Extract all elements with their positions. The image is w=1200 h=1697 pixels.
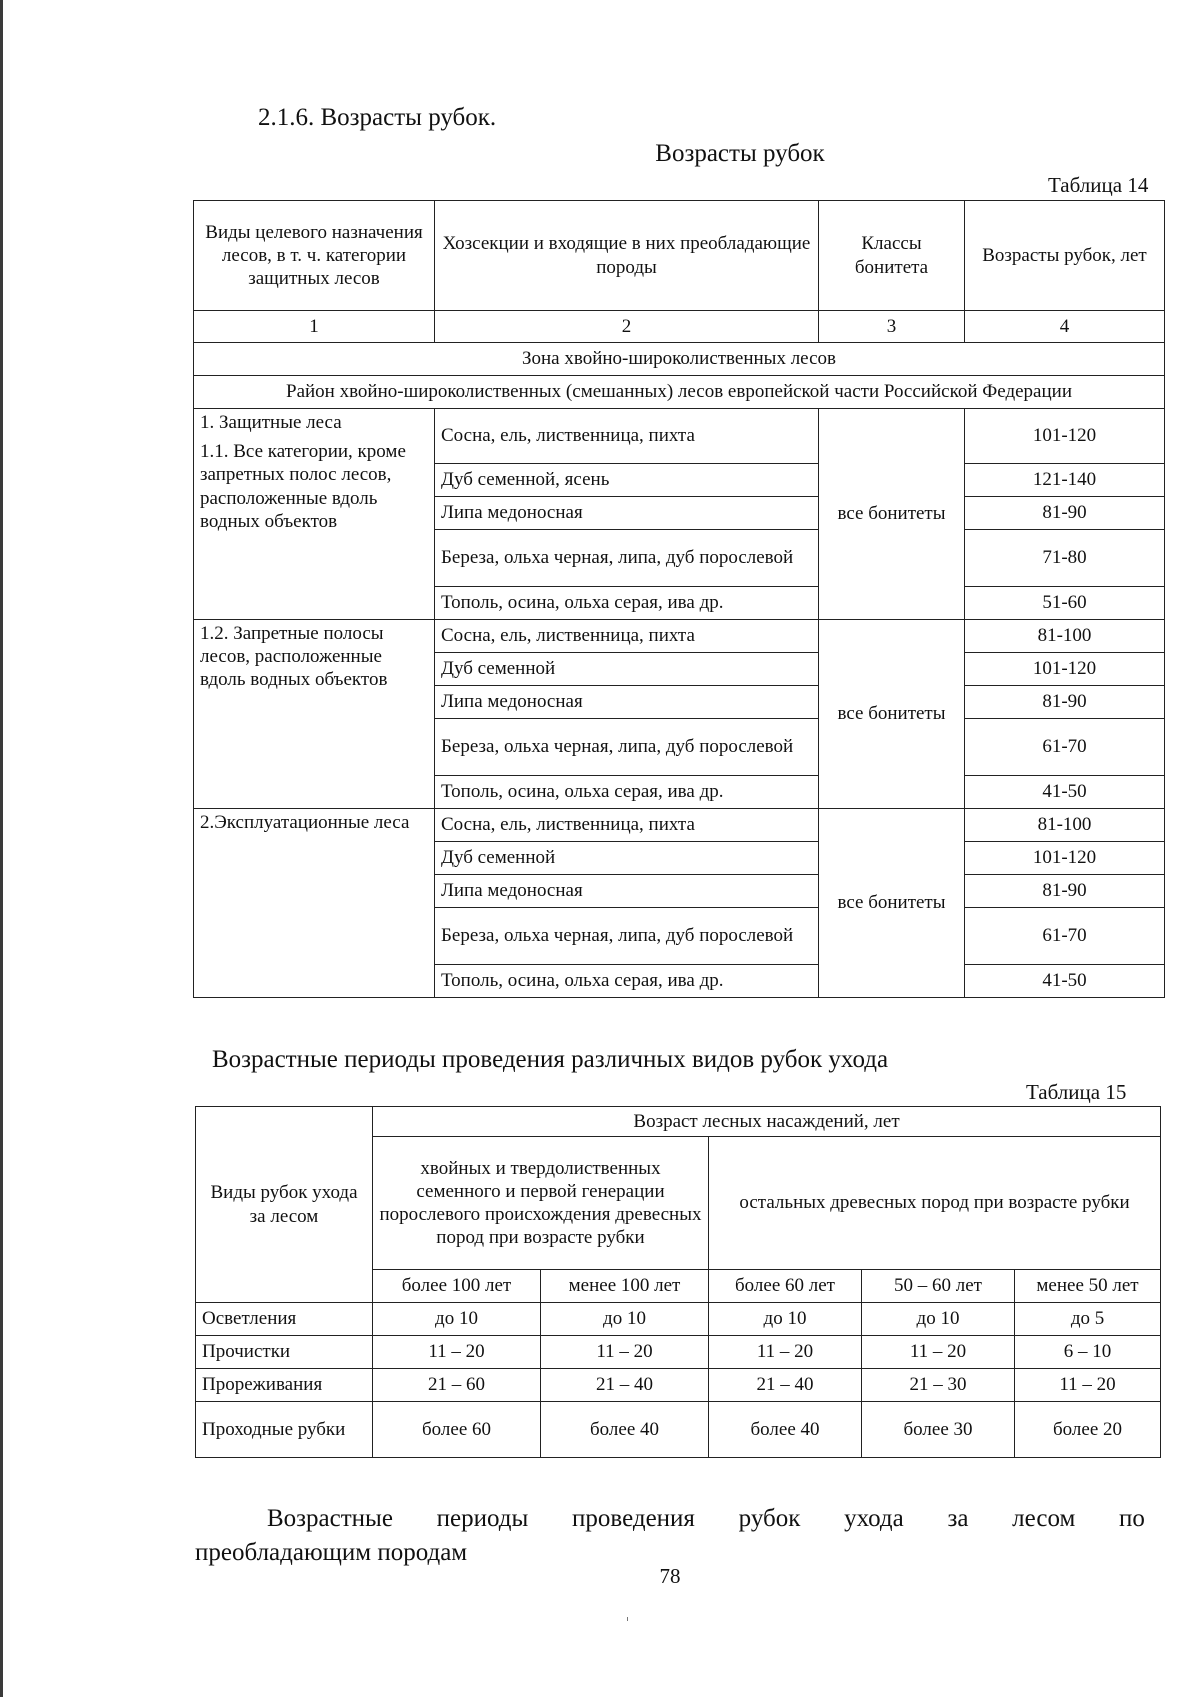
period-cell: 21 – 60 [373, 1369, 541, 1402]
table14-zone-row [194, 343, 1165, 376]
scan-edge [0, 0, 3, 1697]
coniferous-group-header: хвойных и твердолиственных семенного и первой генерации порослевого происхождения древесных пород при возрасте рубки [373, 1137, 709, 1270]
bonitet-cell: все бонитеты [819, 809, 965, 998]
table-row [196, 1402, 1161, 1458]
age-cell: 41-50 [965, 965, 1165, 998]
period-cell: 11 – 20 [862, 1336, 1015, 1369]
category-title: 1. Защитные леса [200, 412, 342, 433]
species-cell: Береза, ольха черная, липа, дуб порослевой [435, 908, 819, 965]
table-row [196, 1336, 1161, 1369]
table15-header-row-1 [196, 1107, 1161, 1137]
table15-title: Возрастные периоды проведения различных видов рубок ухода [211, 1046, 889, 1073]
period-cell: до 10 [373, 1303, 541, 1336]
table14-header-age: Возрасты рубок, лет [965, 201, 1165, 311]
zone-label: Зона хвойно-широколиственных лесов [194, 343, 1165, 376]
table14-title: Возрасты рубок [655, 140, 825, 167]
column-number: 4 [965, 311, 1165, 343]
footer-word: по [1119, 1505, 1145, 1532]
age-subheader: менее 100 лет [541, 1270, 709, 1303]
table14-region-row [194, 376, 1165, 409]
period-cell: более 40 [709, 1402, 862, 1458]
age-cell: 101-120 [965, 653, 1165, 686]
table14-header-row [194, 201, 1165, 311]
species-cell: Тополь, осина, ольха серая, ива др. [435, 965, 819, 998]
period-cell: 11 – 20 [373, 1336, 541, 1369]
table-row [194, 620, 1165, 653]
category-exploitation: 2.Эксплуатационные леса [194, 809, 435, 998]
table-row [194, 409, 1165, 464]
region-label: Район хвойно-широколиственных (смешанных) лесов европейской части Российской Федерации [194, 376, 1165, 409]
category-protective-all [194, 409, 435, 620]
species-cell: Тополь, осина, ольха серая, ива др. [435, 587, 819, 620]
age-cell: 121-140 [965, 464, 1165, 497]
table-row [194, 809, 1165, 842]
period-cell: более 30 [862, 1402, 1015, 1458]
thinning-types-header: Виды рубок ухода за лесом [196, 1107, 373, 1303]
table14-header-bonitet: Классы бонитета [819, 201, 965, 311]
period-cell: 21 – 40 [541, 1369, 709, 1402]
footer-word: периоды [436, 1505, 529, 1532]
scan-tick-mark [627, 1617, 628, 1621]
footer-word: ухода [844, 1505, 904, 1532]
table14-header-purpose: Виды целевого назначения лесов, в т. ч. категории защитных лесов [194, 201, 435, 311]
age-subheader: более 100 лет [373, 1270, 541, 1303]
species-cell: Береза, ольха черная, липа, дуб порослевой [435, 530, 819, 587]
column-number: 2 [435, 311, 819, 343]
column-number: 3 [819, 311, 965, 343]
bonitet-cell: все бонитеты [819, 620, 965, 809]
age-subheader: менее 50 лет [1015, 1270, 1161, 1303]
age-header: Возраст лесных насаждений, лет [373, 1107, 1161, 1137]
species-cell: Липа медоносная [435, 686, 819, 719]
age-subheader: 50 – 60 лет [862, 1270, 1015, 1303]
age-cell: 101-120 [965, 409, 1165, 464]
period-cell: более 40 [541, 1402, 709, 1458]
period-cell: до 10 [709, 1303, 862, 1336]
period-cell: 11 – 20 [709, 1336, 862, 1369]
species-cell: Дуб семенной [435, 842, 819, 875]
species-cell: Дуб семенной [435, 653, 819, 686]
period-cell: более 60 [373, 1402, 541, 1458]
period-cell: до 10 [541, 1303, 709, 1336]
species-cell: Береза, ольха черная, липа, дуб порослевой [435, 719, 819, 776]
bonitet-cell: все бонитеты [819, 409, 965, 620]
species-cell: Сосна, ель, лиственница, пихта [435, 809, 819, 842]
age-subheader: более 60 лет [709, 1270, 862, 1303]
footer-line-2: преобладающим породам [195, 1538, 468, 1566]
footer-line-1 [195, 1502, 1145, 1536]
age-cell: 81-90 [965, 875, 1165, 908]
table15-label: Таблица 15 [1026, 1080, 1127, 1104]
other-species-group-header: остальных древесных пород при возрасте рубки [709, 1137, 1161, 1270]
age-cell: 81-90 [965, 497, 1165, 530]
species-cell: Дуб семенной, ясень [435, 464, 819, 497]
age-cell: 81-90 [965, 686, 1165, 719]
period-cell: до 5 [1015, 1303, 1161, 1336]
age-cell: 61-70 [965, 719, 1165, 776]
species-cell: Сосна, ель, лиственница, пихта [435, 409, 819, 464]
table14-column-numbers [194, 311, 1165, 343]
footer-paragraph [195, 1502, 1145, 1570]
table14-header-species: Хозсекции и входящие в них преобладающие породы [435, 201, 819, 311]
species-cell: Липа медоносная [435, 497, 819, 530]
category-restricted-strips: 1.2. Запретные полосы лесов, расположенные вдоль водных объектов [194, 620, 435, 809]
period-cell: 21 – 30 [862, 1369, 1015, 1402]
period-cell: 21 – 40 [709, 1369, 862, 1402]
table14-label: Таблица 14 [1048, 173, 1149, 197]
period-cell: более 20 [1015, 1402, 1161, 1458]
footer-word: проведения [572, 1505, 695, 1532]
table-row [196, 1369, 1161, 1402]
age-cell: 51-60 [965, 587, 1165, 620]
footer-word: рубок [738, 1505, 801, 1532]
footer-word: лесом [1012, 1505, 1076, 1532]
age-cell: 81-100 [965, 809, 1165, 842]
thinning-type-cell: Прочистки [196, 1336, 373, 1369]
age-cell: 101-120 [965, 842, 1165, 875]
period-cell: 11 – 20 [541, 1336, 709, 1369]
footer-word: Возрастные [267, 1505, 393, 1532]
thinning-type-cell: Прореживания [196, 1369, 373, 1402]
age-cell: 81-100 [965, 620, 1165, 653]
age-cell: 61-70 [965, 908, 1165, 965]
table-14 [193, 200, 1165, 998]
species-cell: Липа медоносная [435, 875, 819, 908]
section-heading: 2.1.6. Возрасты рубок. [258, 104, 497, 131]
column-number: 1 [194, 311, 435, 343]
age-cell: 41-50 [965, 776, 1165, 809]
thinning-type-cell: Осветления [196, 1303, 373, 1336]
table-15 [195, 1106, 1161, 1458]
period-cell: до 10 [862, 1303, 1015, 1336]
category-subtitle: 1.1. Все категории, кроме запретных полос лесов, расположенные вдоль водных объектов [200, 441, 406, 532]
thinning-type-cell: Проходные рубки [196, 1402, 373, 1458]
period-cell: 6 – 10 [1015, 1336, 1161, 1369]
period-cell: 11 – 20 [1015, 1369, 1161, 1402]
table-row [196, 1303, 1161, 1336]
species-cell: Сосна, ель, лиственница, пихта [435, 620, 819, 653]
species-cell: Тополь, осина, ольха серая, ива др. [435, 776, 819, 809]
footer-word: за [947, 1505, 969, 1532]
page-number: 78 [659, 1564, 681, 1588]
age-cell: 71-80 [965, 530, 1165, 587]
